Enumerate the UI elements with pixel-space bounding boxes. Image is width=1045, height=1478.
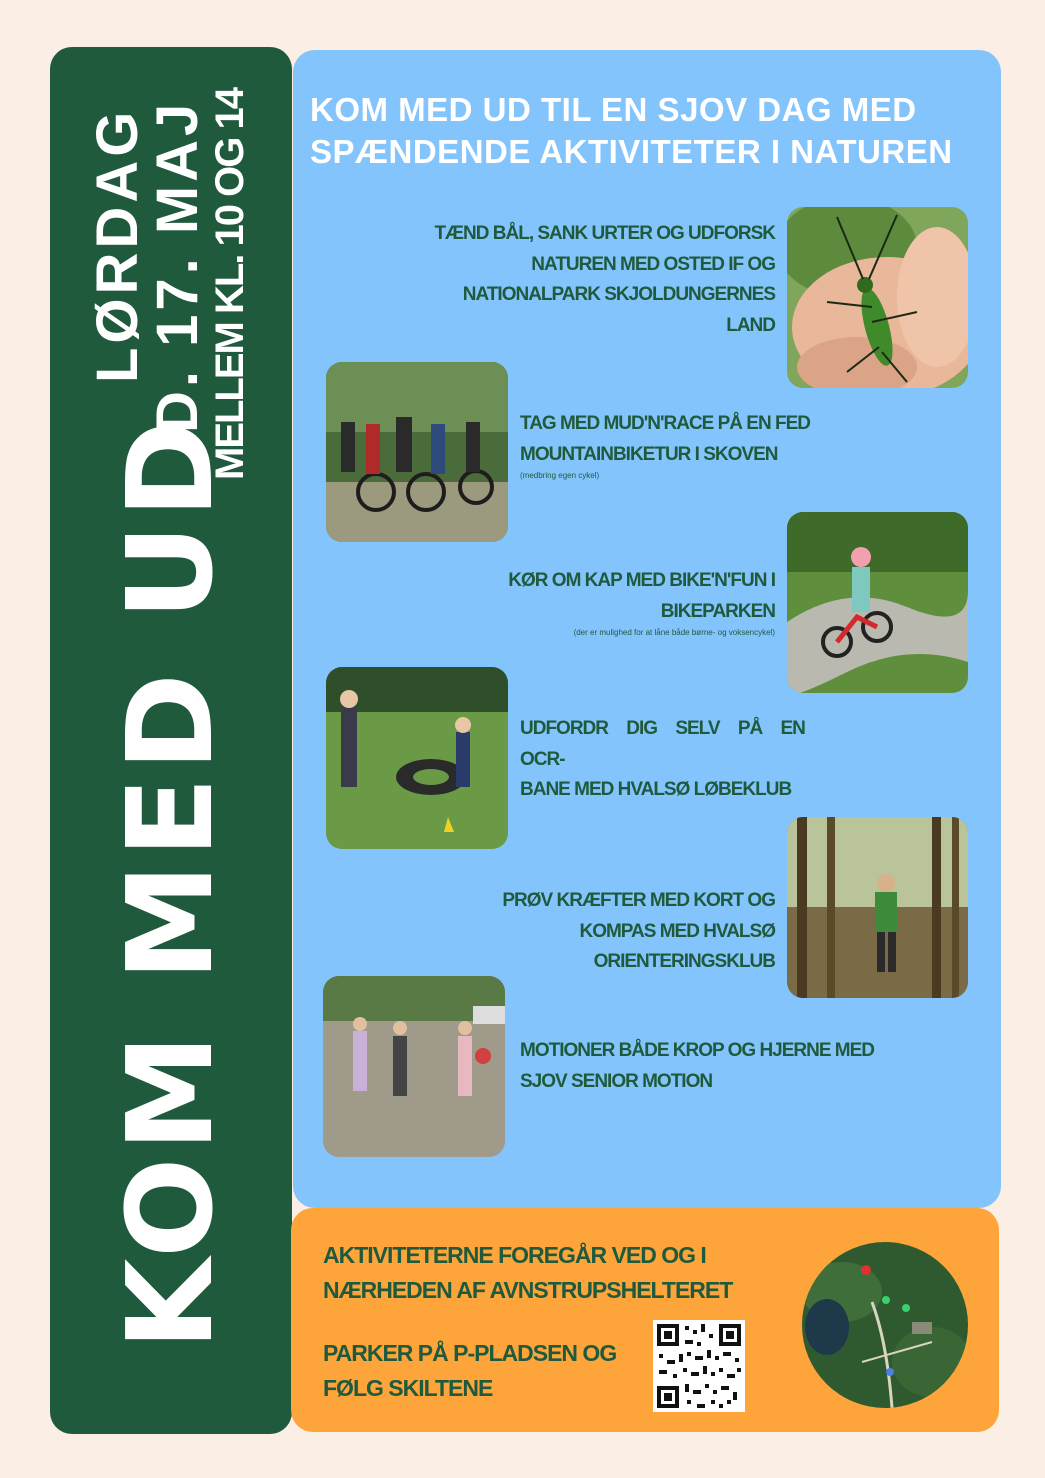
activity-line: TÆND BÅL, SANK URTER OG UDFORSK bbox=[434, 223, 775, 244]
activity-orienteering-text bbox=[405, 886, 775, 978]
activity-line: MOUNTAINBIKETUR I SKOVEN bbox=[520, 443, 778, 465]
event-time: MELLEM KL. 10 OG 14 bbox=[208, 89, 252, 480]
location-line-1: AKTIVITETERNE FOREGÅR VED OG I bbox=[323, 1242, 706, 1268]
ocr-photo bbox=[326, 667, 508, 849]
activity-bikepark-text bbox=[405, 566, 775, 639]
mountainbike-photo bbox=[326, 362, 508, 542]
qr-code[interactable] bbox=[653, 1320, 745, 1412]
activity-line: PRØV KRÆFTER MED KORT OG bbox=[502, 890, 775, 911]
headline-line-2: SPÆNDENDE AKTIVITETER I NATUREN bbox=[310, 133, 953, 170]
parking-text bbox=[323, 1336, 643, 1406]
event-day: LØRDAG bbox=[85, 107, 150, 383]
activity-line: UDFORDR DIG SELV PÅ EN OCR- bbox=[520, 718, 805, 770]
activity-line: TAG MED MUD'N'RACE PÅ EN FED bbox=[520, 413, 810, 434]
activity-line: ORIENTERINGSKLUB bbox=[593, 951, 775, 972]
activity-note: (der er mulighed for at låne både børne- og voksencykel) bbox=[573, 628, 775, 637]
location-text bbox=[323, 1238, 793, 1308]
headline bbox=[310, 89, 990, 173]
orienteering-photo bbox=[787, 817, 968, 998]
poster-title: KOM MED UD bbox=[101, 414, 239, 1350]
activity-senior-text bbox=[520, 1036, 940, 1097]
activity-line: BIKEPARKEN bbox=[660, 600, 775, 622]
activity-line: KØR OM KAP MED BIKE'N'FUN I bbox=[508, 570, 775, 591]
activity-mtb-text bbox=[520, 409, 920, 482]
event-date: D. 17. MAJ bbox=[145, 99, 210, 433]
activity-line: KOMPAS MED HVALSØ bbox=[579, 920, 775, 942]
beetle-photo bbox=[787, 207, 968, 388]
activity-note: (medbring egen cykel) bbox=[520, 471, 600, 480]
activity-line: LAND bbox=[726, 314, 775, 336]
location-map[interactable] bbox=[802, 1242, 968, 1408]
parking-line-1: PARKER PÅ P-PLADSEN OG bbox=[323, 1340, 617, 1366]
parking-line-2: FØLG SKILTENE bbox=[323, 1375, 493, 1401]
location-line-2: NÆRHEDEN AF AVNSTRUPSHELTERET bbox=[323, 1277, 733, 1303]
activity-line: NATIONALPARK SKJOLDUNGERNES bbox=[462, 284, 775, 305]
headline-line-1: KOM MED UD TIL EN SJOV DAG MED bbox=[310, 91, 917, 128]
activity-line: SJOV SENIOR MOTION bbox=[520, 1070, 713, 1092]
activity-line: NATUREN MED OSTED IF OG bbox=[531, 253, 775, 275]
activity-line: MOTIONER BÅDE KROP OG HJERNE MED bbox=[520, 1040, 875, 1061]
activity-ocr-text bbox=[520, 714, 860, 806]
senior-motion-photo bbox=[323, 976, 505, 1157]
activity-nature-text bbox=[405, 219, 775, 341]
bikepark-photo bbox=[787, 512, 968, 693]
activity-line: BANE MED HVALSØ LØBEKLUB bbox=[520, 779, 792, 800]
